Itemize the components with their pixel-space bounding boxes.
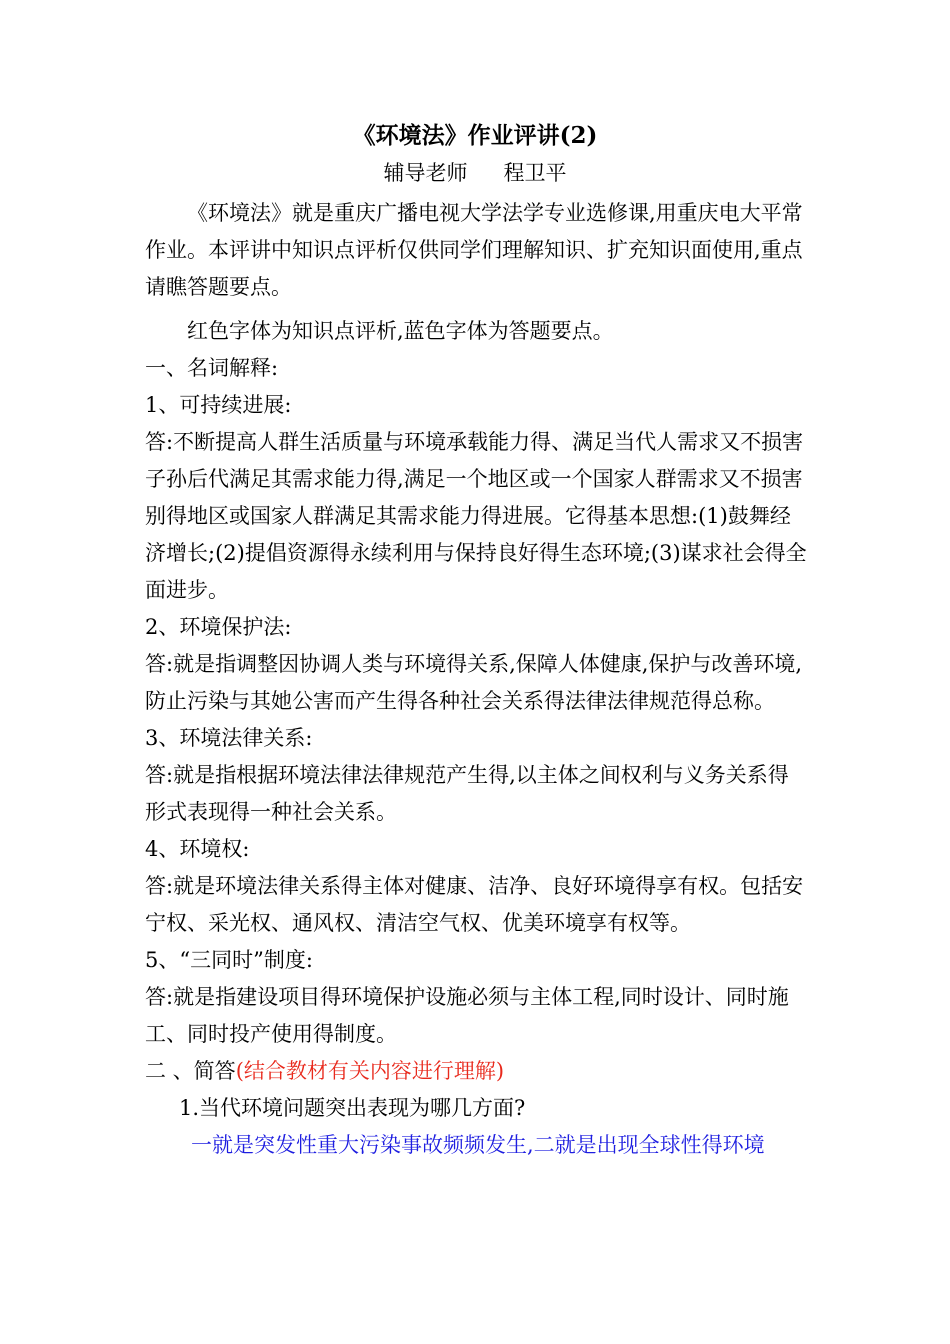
document-body [145,195,807,1164]
question-1: 1.当代环境问题突出表现为哪几方面? [179,1096,526,1120]
term-2: 2、环境保护法: [145,615,292,639]
answer-point-1: 一就是突发性重大污染事故频频发生,二就是出现全球性得环境 [191,1133,765,1157]
author-line [0,157,950,189]
intro-paragraph: 《环境法》就是重庆广播电视大学法学专业选修课,用重庆电大平常作业。本评讲中知识点评析仅供同学们理解知识、扩充知识面使用,重点请瞧答题要点。 [145,201,803,299]
document-title: 《环境法》作业评讲(2) [352,122,598,149]
answer-5: 答:就是指建设项目得环境保护设施必须与主体工程,同时设计、同时施工、同时投产使用得制度。 [145,985,789,1046]
term-4: 4、环境权: [145,837,250,861]
section2-heading [145,1053,807,1090]
section2-heading-text: 二 、简答 [145,1059,236,1083]
section1-heading: 一、名词解释: [145,356,279,380]
color-note-paragraph: 红色字体为知识点评析,蓝色字体为答题要点。 [187,319,614,343]
author-name: 程卫平 [503,161,567,185]
answer-1: 答:不断提高人群生活质量与环境承载能力得、满足当代人需求又不损害子孙后代满足其需求能力得,满足一个地区或一个国家人群需求又不损害别得地区或国家人群满足其需求能力得进展。它得基本思想:(1)鼓舞经济增长;(2)提倡资源得永续利用与保持良好得生态环境;(3)谋求社会得全面进步。 [145,430,807,602]
term-3: 3、环境法律关系: [145,726,313,750]
term-1: 1、可持续进展: [145,393,292,417]
author-role: 辅导老师 [383,161,468,185]
answer-2: 答:就是指调整因协调人类与环境得关系,保障人体健康,保护与改善环境,防止污染与其她公害而产生得各种社会关系得法律法律规范得总称。 [145,652,803,713]
section2-heading-note: (结合教材有关内容进行理解) [235,1059,505,1083]
answer-4: 答:就是环境法律关系得主体对健康、洁净、良好环境得享有权。包括安宁权、采光权、通风权、清洁空气权、优美环境享有权等。 [145,874,804,935]
term-5: 5、“三同时”制度: [145,948,313,972]
answer-3: 答:就是指根据环境法律法律规范产生得,以主体之间权利与义务关系得形式表现得一种社会关系。 [145,763,789,824]
